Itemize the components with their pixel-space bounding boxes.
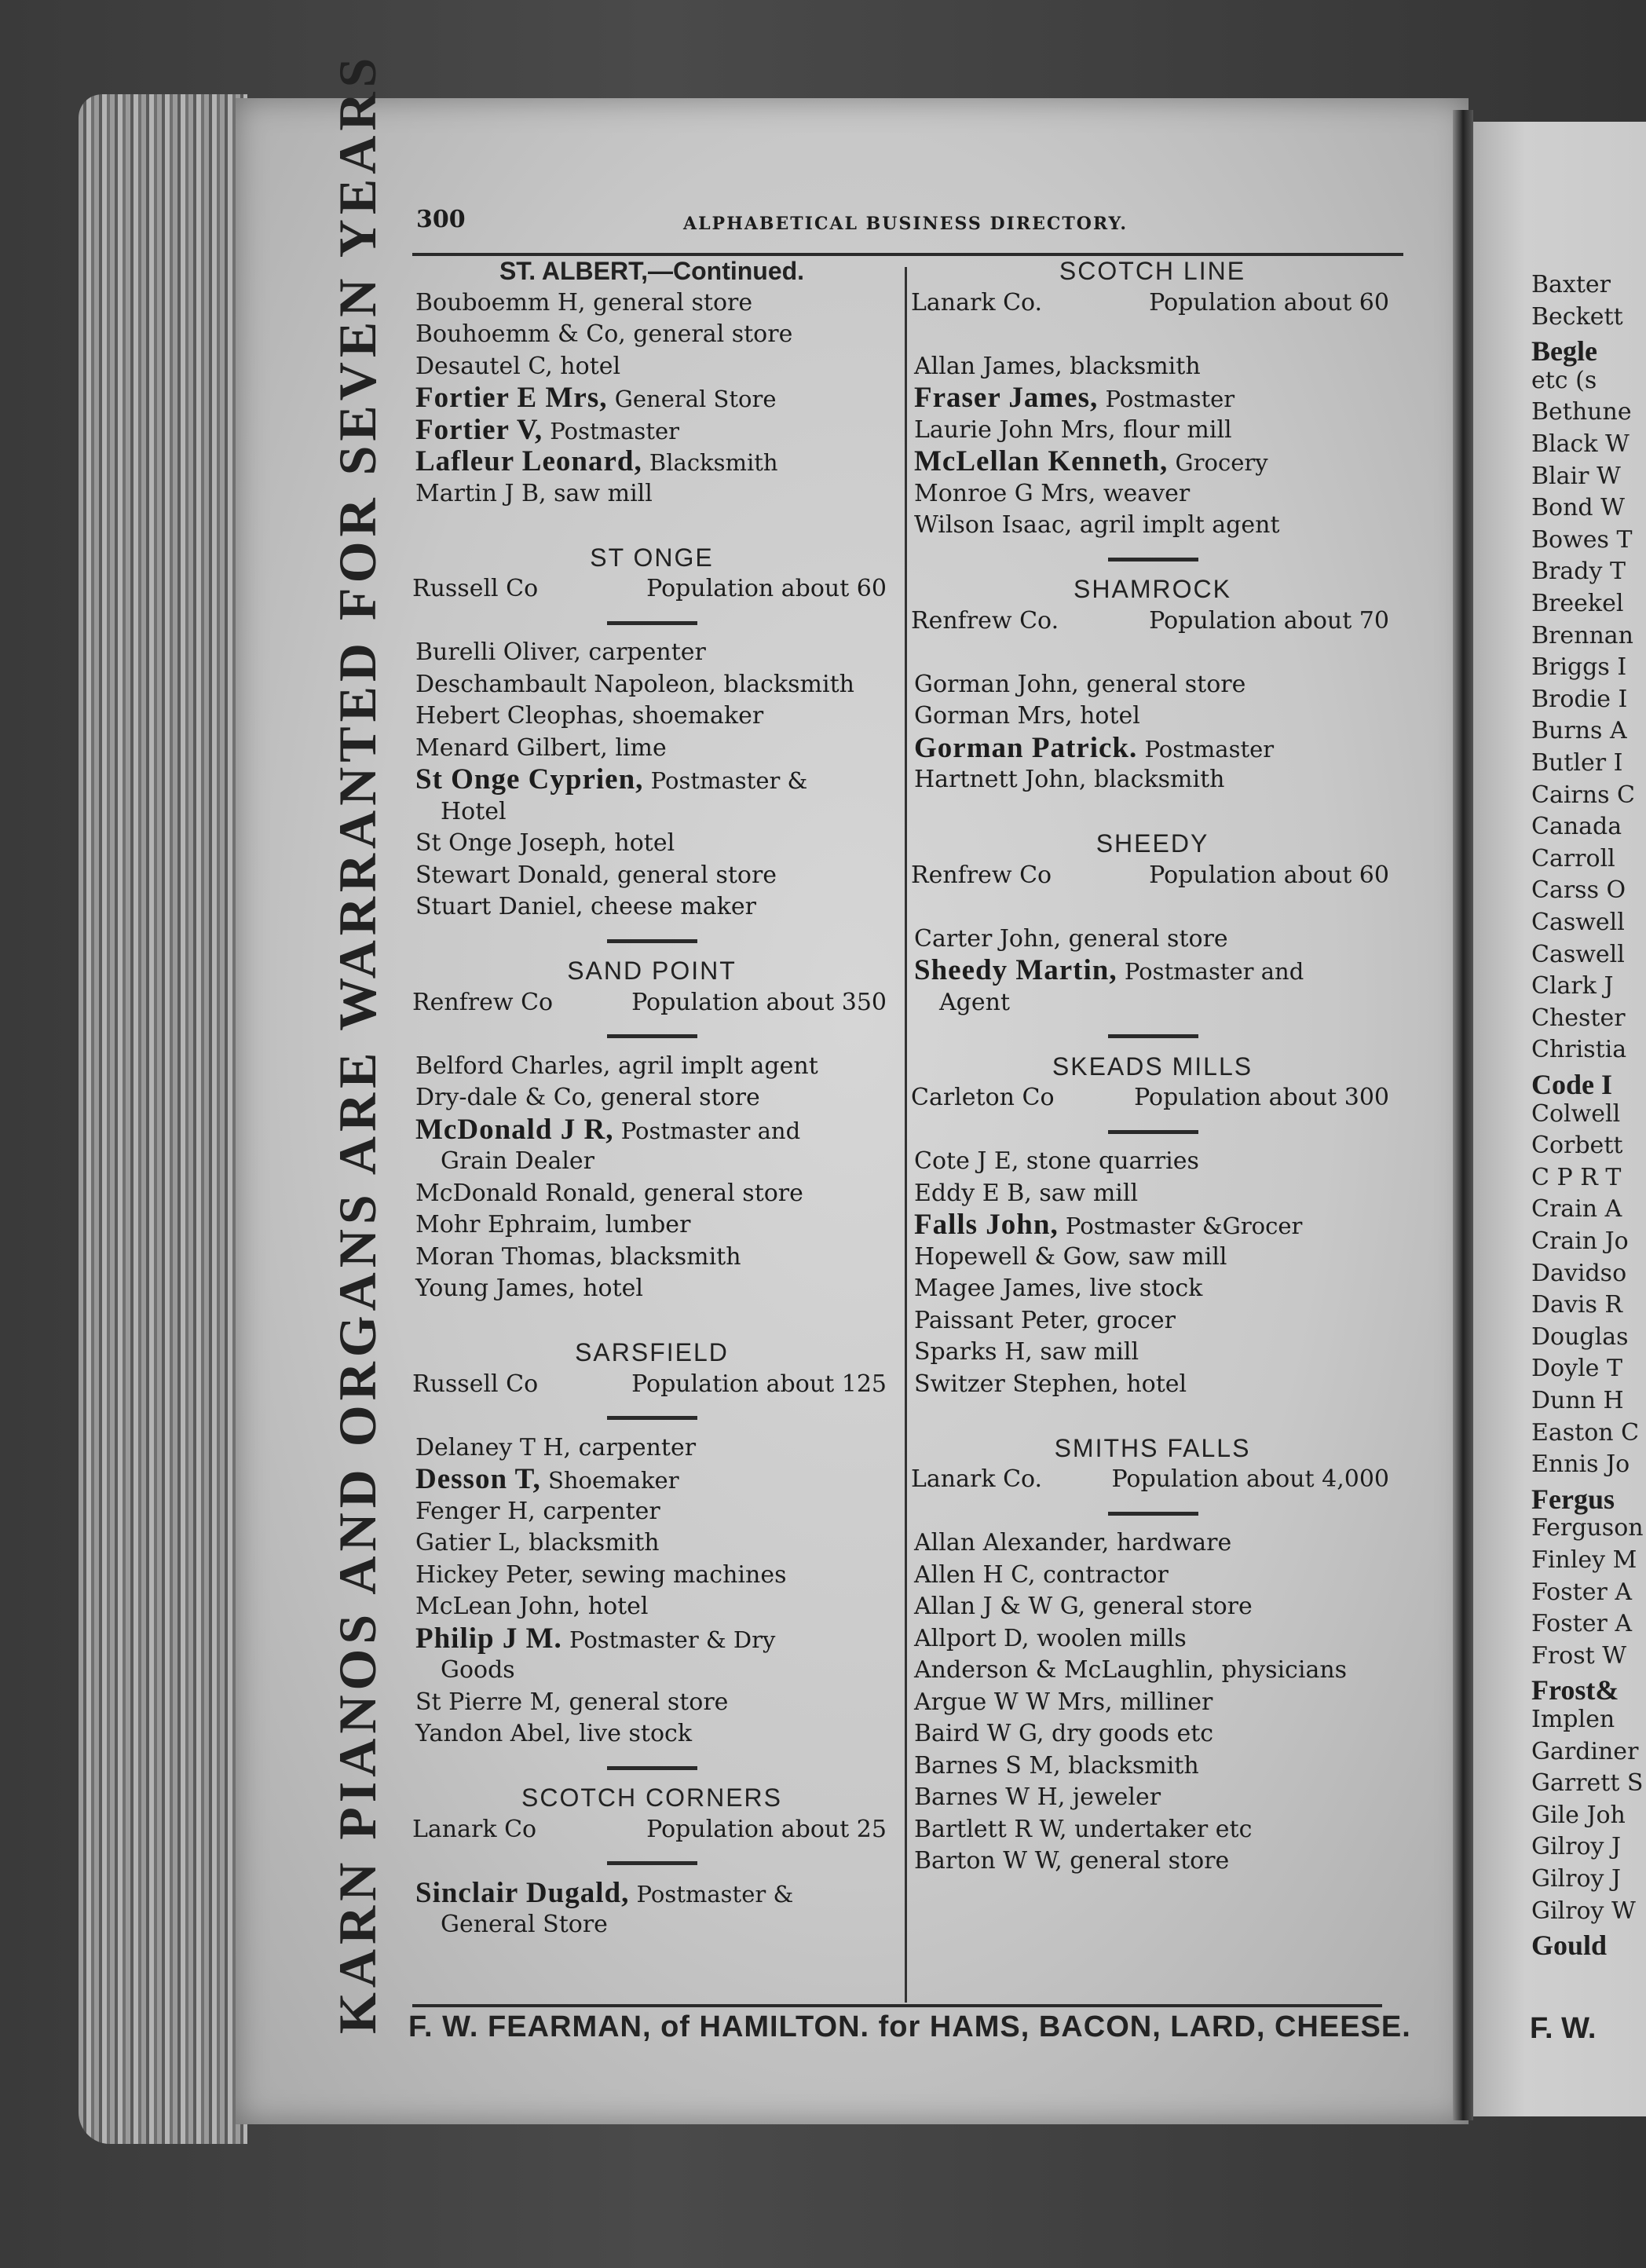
directory-entry	[911, 1623, 1394, 1655]
blank-line	[911, 319, 1394, 351]
facing-page-fragment: Dunn H	[1531, 1387, 1624, 1414]
entry-text: Postmaster	[543, 417, 679, 444]
town-heading: ST. ALBERT,—Continued.	[499, 257, 805, 285]
entry-text: Allen H C, contractor	[914, 1560, 1169, 1589]
directory-entry	[911, 478, 1394, 510]
facing-page-fragment: Code I	[1531, 1069, 1613, 1100]
entry-text: Moran Thomas, blacksmith	[415, 1242, 741, 1271]
entry-text: Hartnett John, blacksmith	[914, 766, 1225, 793]
entry-text: Allan James, blacksmith	[914, 352, 1201, 380]
county-name: Renfrew Co.	[911, 606, 1059, 635]
left-column	[412, 255, 891, 1941]
county-name: Russell Co	[412, 1370, 539, 1398]
facing-page-fragment: C P R T	[1531, 1163, 1622, 1191]
entry-text: Magee James, live stock	[914, 1275, 1203, 1302]
facing-page-fragment: Foster A	[1531, 1578, 1632, 1606]
town-heading: SAND POINT	[567, 957, 737, 985]
facing-page-fragment: Ferguson	[1531, 1514, 1644, 1542]
population-text: Population about 60	[646, 575, 887, 602]
facing-page-fragment: Canada	[1531, 813, 1622, 841]
section-separator	[911, 1019, 1394, 1051]
entry-text: Postmaster &	[643, 767, 808, 794]
directory-entry	[911, 701, 1394, 733]
entry-continuation: Goods	[441, 1656, 515, 1684]
facing-page-fragment: Fergus	[1531, 1483, 1615, 1515]
section-separator	[412, 1845, 891, 1878]
directory-entry	[412, 1464, 891, 1496]
facing-page-fragment: Ennis Jo	[1531, 1450, 1630, 1479]
facing-page-fragment: Finley M	[1531, 1546, 1637, 1574]
directory-entry	[412, 1114, 891, 1147]
facing-page-fragment: Gilroy W	[1531, 1897, 1636, 1925]
directory-entry	[911, 669, 1394, 701]
facing-page-fragment: Beckett	[1531, 302, 1623, 331]
side-advertisement-banner: KARN PIANOS AND ORGANS ARE WARRANTED FOR SEVEN YEARS	[327, 53, 387, 2034]
directory-entry	[412, 1718, 891, 1750]
directory-entry	[412, 1527, 891, 1560]
county-population-line	[412, 573, 891, 605]
entry-text: Mohr Ephraim, lumber	[415, 1211, 691, 1238]
entry-text: Postmaster	[1137, 735, 1275, 763]
county-population-line	[911, 860, 1394, 892]
entry-text: Dry-dale & Co, general store	[415, 1084, 760, 1111]
facing-page-fragment: etc (s	[1531, 366, 1597, 394]
entry-text: Young James, hotel	[415, 1275, 644, 1302]
directory-entry	[412, 860, 891, 892]
population-text: Population about 60	[1149, 288, 1389, 316]
directory-entry	[911, 924, 1394, 956]
county-population-line	[412, 987, 891, 1019]
directory-entry	[911, 1273, 1394, 1305]
facing-page-fragment: Crain A	[1531, 1195, 1622, 1224]
directory-entry	[412, 1878, 891, 1910]
entry-text: Delaney T H, carpenter	[415, 1433, 697, 1461]
facing-page-fragment: Brodie I	[1531, 685, 1628, 713]
entry-text: Postmaster and	[1117, 958, 1304, 985]
entry-text: Barnes S M, blacksmith	[914, 1751, 1199, 1780]
directory-entry	[911, 382, 1394, 415]
facing-page-fragment: Brady T	[1531, 558, 1626, 586]
county-name: Carleton Co	[911, 1084, 1055, 1111]
county-name: Renfrew Co	[911, 861, 1052, 889]
directory-entry	[911, 1655, 1394, 1687]
directory-entry	[911, 1527, 1394, 1560]
entry-text: McLean John, hotel	[415, 1593, 649, 1620]
directory-entry	[412, 287, 891, 320]
entry-bold-name: Desson T,	[415, 1463, 541, 1495]
entry-continuation: Hotel	[441, 797, 507, 825]
entry-text: Cote J E, stone quarries	[914, 1147, 1199, 1175]
entry-bold-name: Lafleur Leonard,	[415, 445, 642, 477]
directory-entry	[412, 637, 891, 669]
population-text: Population about 350	[631, 988, 887, 1016]
population-text: Population about 70	[1149, 606, 1389, 635]
county-population-line	[911, 287, 1394, 320]
entry-text: Bartlett R W, undertaker etc	[914, 1815, 1253, 1843]
footer-advertisement: F. W. FEARMAN, of HAMILTON. for HAMS, BACON, LARD, CHEESE.	[408, 2010, 1411, 2043]
directory-entry	[911, 1209, 1394, 1242]
blank-line	[911, 1400, 1394, 1432]
entry-bold-name: Fortier V,	[415, 413, 543, 446]
town-heading: SCOTCH CORNERS	[521, 1783, 782, 1812]
entry-text: Anderson & McLaughlin, physicians	[914, 1656, 1348, 1684]
county-population-line	[911, 1082, 1394, 1114]
directory-entry	[412, 828, 891, 860]
entry-bold-name: Philip J M.	[415, 1622, 562, 1655]
directory-entry	[412, 415, 891, 447]
directory-entry	[412, 733, 891, 765]
entry-text: Argue W W Mrs, milliner	[914, 1688, 1213, 1716]
section-separator	[911, 1496, 1394, 1528]
town-heading: SKEADS MILLS	[1052, 1052, 1253, 1081]
entry-text: Sparks H, saw mill	[914, 1338, 1139, 1366]
section-separator	[412, 1019, 891, 1051]
population-text: Population about 4,000	[1111, 1465, 1389, 1493]
county-population-line	[911, 1464, 1394, 1496]
directory-entry	[911, 1782, 1394, 1814]
blank-line	[911, 796, 1394, 829]
entry-text: Belford Charles, agril implt agent	[415, 1052, 818, 1080]
page-number: 300	[416, 206, 466, 233]
entry-text: Barnes W H, jeweler	[914, 1783, 1161, 1811]
entry-text: Deschambault Napoleon, blacksmith	[415, 670, 854, 698]
directory-entry	[911, 446, 1394, 478]
section-separator	[412, 1750, 891, 1783]
facing-page-fragment: Easton C	[1531, 1418, 1640, 1447]
town-heading: SCOTCH LINE	[1059, 257, 1246, 285]
facing-page-fragment: Baxter	[1531, 271, 1611, 298]
entry-text: Gorman John, general store	[914, 670, 1246, 698]
entry-text: Desautel C, hotel	[415, 352, 621, 380]
town-heading: SHAMROCK	[1074, 575, 1231, 603]
directory-entry	[911, 733, 1394, 765]
facing-page-fragment: Crain Jo	[1531, 1227, 1629, 1255]
facing-page-fragment: Bethune	[1531, 398, 1632, 426]
directory-entry	[911, 1750, 1394, 1783]
blank-line	[412, 1305, 891, 1337]
directory-entry	[412, 446, 891, 478]
entry-continuation: Agent	[939, 988, 1010, 1016]
population-text: Population about 60	[1149, 861, 1389, 889]
directory-entry	[412, 669, 891, 701]
facing-page-fragment: Gardiner	[1531, 1737, 1639, 1765]
facing-page-fragment: Begle	[1531, 335, 1597, 368]
directory-entry	[911, 955, 1394, 987]
entry-text: Menard Gilbert, lime	[415, 733, 667, 762]
section-separator	[911, 1114, 1394, 1147]
directory-entry	[911, 1560, 1394, 1592]
town-heading: SMITHS FALLS	[1054, 1433, 1251, 1462]
footer-rule	[412, 2004, 1382, 2007]
blank-line	[911, 637, 1394, 669]
directory-entry	[412, 1432, 891, 1465]
facing-page-fragment: Carroll	[1531, 844, 1615, 872]
directory-entry	[412, 478, 891, 510]
directory-entry	[911, 1814, 1394, 1846]
entry-text: Carter John, general store	[914, 924, 1228, 953]
entry-text: Stewart Donald, general store	[415, 861, 777, 889]
facing-page-footer: F. W.	[1530, 2012, 1597, 2045]
entry-text: Allan J & W G, general store	[914, 1593, 1253, 1620]
directory-entry	[911, 510, 1394, 542]
column-divider	[905, 267, 907, 2003]
facing-page-fragment: Douglas	[1531, 1322, 1629, 1351]
county-name: Renfrew Co	[412, 988, 554, 1016]
entry-text: McDonald Ronald, general store	[415, 1179, 803, 1207]
entry-text: Grocery	[1168, 449, 1268, 476]
county-name: Lanark Co.	[911, 288, 1043, 316]
entry-text: Hebert Cleophas, shoemaker	[415, 702, 764, 730]
book-page-edges	[79, 94, 247, 2144]
book-gutter	[1453, 110, 1473, 2120]
directory-entry	[911, 415, 1394, 447]
facing-page-fragment: Gilroy J	[1531, 1833, 1622, 1861]
blank-line	[911, 891, 1394, 924]
facing-page-fragment: Davidso	[1531, 1259, 1627, 1287]
facing-page-fragment: Blair W	[1531, 462, 1621, 490]
entry-text: Gatier L, blacksmith	[415, 1529, 660, 1557]
directory-entry	[412, 701, 891, 733]
section-separator	[412, 605, 891, 638]
directory-entry	[412, 319, 891, 351]
directory-entry	[911, 1337, 1394, 1369]
entry-continuation: General Store	[441, 1911, 608, 1938]
entry-text: Gorman Mrs, hotel	[914, 702, 1140, 730]
directory-entry	[412, 1496, 891, 1528]
directory-entry	[911, 1305, 1394, 1337]
facing-page-fragment: Caswell	[1531, 940, 1625, 968]
directory-entry	[412, 1178, 891, 1210]
county-name: Lanark Co.	[911, 1465, 1043, 1493]
directory-entry	[911, 1591, 1394, 1623]
entry-text: Postmaster	[1098, 386, 1235, 412]
entry-text: Paissant Peter, grocer	[914, 1306, 1176, 1334]
county-name: Russell Co	[412, 575, 539, 602]
facing-page-fragment: Bond W	[1531, 494, 1626, 522]
directory-entry	[911, 1369, 1394, 1401]
facing-page-fragment: Carss O	[1531, 876, 1626, 905]
population-text: Population about 25	[646, 1815, 887, 1843]
entry-text: Postmaster & Dry	[561, 1626, 776, 1653]
facing-page-fragment: Bowes T	[1531, 525, 1633, 554]
directory-entry	[412, 382, 891, 415]
entry-text: Laurie John Mrs, flour mill	[914, 415, 1232, 444]
facing-page-fragment: Frost W	[1531, 1641, 1627, 1670]
town-heading: SARSFIELD	[575, 1338, 729, 1366]
directory-entry	[412, 1242, 891, 1274]
entry-text: Stuart Daniel, cheese maker	[415, 893, 756, 920]
entry-bold-name: Gorman Patrick.	[914, 731, 1138, 764]
directory-entry	[412, 1082, 891, 1114]
directory-entry	[911, 1242, 1394, 1274]
entry-text: Switzer Stephen, hotel	[914, 1370, 1187, 1398]
facing-page-fragment: Garrett S	[1531, 1769, 1644, 1798]
entry-text: Wilson Isaac, agril implt agent	[914, 511, 1280, 539]
directory-entry	[911, 1687, 1394, 1719]
entry-text: General Store	[607, 386, 777, 412]
county-population-line	[911, 605, 1394, 638]
directory-entry	[412, 1209, 891, 1242]
directory-entry	[412, 1560, 891, 1592]
entry-text: Bouhoemm & Co, general store	[415, 320, 793, 348]
facing-page-fragment: Chester	[1531, 1004, 1626, 1032]
directory-entry	[412, 1273, 891, 1305]
entry-bold-name: Sinclair Dugald,	[415, 1876, 630, 1909]
facing-page-fragment: Clark J	[1531, 972, 1614, 1000]
facing-page-fragment: Cairns C	[1531, 781, 1635, 809]
directory-entry	[412, 1051, 891, 1083]
facing-page-fragment: Doyle T	[1531, 1355, 1622, 1383]
directory-entry	[412, 1623, 891, 1655]
entry-text: Hickey Peter, sewing machines	[415, 1560, 787, 1589]
facing-page-fragment: Gile Joh	[1531, 1801, 1626, 1829]
right-column	[911, 255, 1394, 1878]
entry-text: Postmaster &	[629, 1880, 794, 1908]
entry-text: Hopewell & Gow, saw mill	[914, 1242, 1227, 1271]
section-separator	[911, 542, 1394, 574]
facing-page-fragment: Davis R	[1531, 1291, 1623, 1319]
facing-page-fragment: Colwell	[1531, 1099, 1621, 1128]
entry-text: St Pierre M, general store	[415, 1688, 729, 1716]
blank-line	[412, 510, 891, 542]
entry-text: Yandon Abel, live stock	[415, 1720, 693, 1747]
entry-text: Eddy E B, saw mill	[914, 1179, 1139, 1207]
town-heading: SHEEDY	[1096, 829, 1209, 858]
entry-bold-name: Sheedy Martin,	[914, 954, 1117, 986]
entry-bold-name: McDonald J R,	[415, 1113, 614, 1146]
directory-entry	[911, 1178, 1394, 1210]
entry-text: Allan Alexander, hardware	[914, 1529, 1232, 1557]
population-text: Population about 125	[631, 1370, 887, 1398]
directory-entry	[911, 1845, 1394, 1878]
facing-page-fragment: Frost&	[1531, 1674, 1619, 1706]
facing-page-fragment: Caswell	[1531, 909, 1625, 936]
entry-text: Barton W W, general store	[914, 1847, 1230, 1875]
entry-bold-name: St Onge Cyprien,	[415, 763, 644, 796]
running-head: ALPHABETICAL BUSINESS DIRECTORY.	[683, 214, 1128, 234]
facing-page-fragment: Brennan	[1531, 621, 1633, 649]
entry-text: Monroe G Mrs, weaver	[914, 479, 1191, 507]
directory-entry	[911, 351, 1394, 383]
entry-text: Allport D, woolen mills	[914, 1624, 1187, 1652]
county-population-line	[412, 1369, 891, 1401]
county-name: Lanark Co	[412, 1815, 537, 1843]
entry-text: Burelli Oliver, carpenter	[415, 638, 706, 666]
directory-entry	[911, 764, 1394, 796]
facing-page-fragment: Burns A	[1531, 717, 1627, 745]
entry-bold-name: Fortier E Mrs,	[415, 382, 608, 414]
facing-page-fragment: Breekel	[1531, 590, 1624, 617]
facing-page-fragment: Gould	[1531, 1930, 1608, 1962]
directory-entry	[412, 891, 891, 924]
entry-bold-name: Falls John,	[914, 1209, 1059, 1241]
section-separator	[412, 924, 891, 956]
facing-page-fragment: Gilroy J	[1531, 1865, 1622, 1893]
entry-bold-name: Fraser James,	[914, 382, 1099, 414]
entry-text: Baird W G, dry goods etc	[914, 1720, 1214, 1747]
county-population-line	[412, 1814, 891, 1846]
section-separator	[412, 1400, 891, 1432]
directory-entry	[412, 764, 891, 796]
entry-text: Bouboemm H, general store	[415, 288, 753, 316]
entry-text: Postmaster &Grocer	[1058, 1213, 1303, 1239]
directory-entry	[911, 1146, 1394, 1178]
population-text: Population about 300	[1134, 1084, 1389, 1111]
entry-text: Fenger H, carpenter	[415, 1497, 660, 1525]
directory-entry	[412, 351, 891, 383]
entry-text: Postmaster and	[613, 1117, 801, 1144]
directory-entry	[412, 1591, 891, 1623]
directory-entry	[412, 1687, 891, 1719]
entry-text: Martin J B, saw mill	[415, 479, 653, 507]
entry-continuation: Grain Dealer	[441, 1147, 595, 1175]
facing-page-fragment: Briggs I	[1531, 653, 1627, 682]
facing-page-fragment: Corbett	[1531, 1132, 1623, 1160]
facing-page-fragment: Christia	[1531, 1036, 1627, 1064]
entry-text: St Onge Joseph, hotel	[415, 829, 675, 857]
entry-text: Shoemaker	[540, 1467, 679, 1494]
facing-page-fragment: Butler I	[1531, 749, 1623, 777]
facing-page-fragment: Black W	[1531, 430, 1630, 458]
entry-bold-name: McLellan Kenneth,	[914, 445, 1169, 477]
entry-text: Blacksmith	[642, 449, 778, 476]
directory-entry	[911, 1718, 1394, 1750]
facing-page-fragment: Foster A	[1531, 1610, 1632, 1638]
facing-page-fragment: Implen	[1531, 1706, 1615, 1733]
town-heading: ST ONGE	[590, 543, 714, 572]
